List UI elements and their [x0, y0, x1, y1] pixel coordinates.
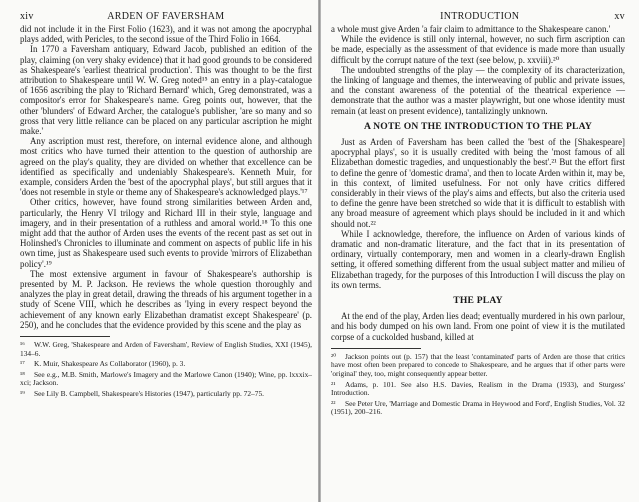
right-footnotes — [331, 353, 625, 417]
paragraph: The most extensive argument in favour of Shakespeare's authorship is presented by M. P. Jackson. He reviews the whole question thoroughly and analyzes the play in great detail, drawing the threads of his argument together in a study of Scene VIII, which he describes as 'lying in every respect beyond the achievement of any known early Elizabethan dramatist except Shakespeare' (p. 250), and he concludes that the evidence provided by this scene and the play as — [20, 268, 312, 330]
paragraph: did not include it in the First Folio (1623), and it was not among the apocryphal plays added, with Pericles, to the second issue of the Third Folio in 1664. — [20, 24, 312, 45]
left-running-head — [20, 10, 312, 24]
footnote: ¹⁷ K. Muir, Shakespeare As Collaborator (1960), p. 3. — [20, 359, 186, 369]
footnote: ¹⁹ See Lily B. Campbell, Shakespeare's Histories (1947), particularly pp. 72–75. — [20, 389, 264, 399]
footnote: ²² See Peter Ure, 'Marriage and Domestic Drama in Heywood and Ford', English Studies, Vol. 32 (1951), 200–216. — [331, 398, 625, 417]
footnote: ²¹ Adams, p. 101. See also H.S. Davies, Realism in the Drama (1933), and Sturgess' Introduction. — [331, 379, 625, 398]
footnote: ¹⁸ See e.g., M.B. Smith, Marlowe's Imagery and the Marlowe Canon (1940); Wine, pp. lxxxix–xci; Jackson. — [20, 369, 312, 388]
left-page — [0, 0, 318, 502]
left-header-title: ARDEN OF FAVERSHAM — [107, 11, 225, 22]
right-header-title: INTRODUCTION — [440, 11, 520, 22]
left-body-text — [20, 24, 312, 330]
left-footnotes — [20, 341, 312, 399]
paragraph: a whole must give Arden 'a fair claim to admittance to the Shakespeare canon.' — [331, 24, 611, 34]
section-heading: A NOTE ON THE INTRODUCTION TO THE PLAY — [363, 120, 593, 132]
right-page — [321, 0, 639, 502]
paragraph: While the evidence is still only internal, however, no such firm ascription can be made, especially as the assessment of that evidence is made more than usually difficult by the corrupt nature of the text (see below, p. xxviii).²⁰ — [331, 34, 625, 65]
paragraph: Any ascription must rest, therefore, on internal evidence alone, and although most critics who have turned their attention to the question of authorship are agreed on the play's quality, they are divided on whether that excellence can be identified as specifically and undeniably Shakespeare's. Kenneth Muir, for example, considers Arden the 'best of the apocryphal plays', but still argues that it 'does not resemble in style or theme any of Shakespeare's acknowledged plays.'¹⁷ — [20, 136, 312, 198]
footnote: ²⁰ Jackson points out (p. 157) that the least 'contaminated' parts of Arden are those that critics have most often been prepared to concede to Shakespeare, and he argues that if other parts were 'original' they, too, might consequently appear better. — [331, 351, 625, 379]
left-page-number: xiv — [20, 11, 34, 22]
paragraph: The undoubted strengths of the play — the complexity of its characterization, the linking of language and themes, the interweaving of public and private issues, and the constant awareness of the potential of the theatrical experience — demonstrate that the author was a master playwright, but one whose identity must remain (at least on present evidence), tantalizingly unknown. — [331, 64, 625, 116]
section-heading: THE PLAY — [453, 295, 503, 307]
right-body-text — [331, 24, 625, 342]
paragraph: Just as Arden of Faversham has been called the 'best of the [Shakespeare] apocryphal plays', so it is usually credited with being the 'most famous of all Elizabethan domestic tragedies, and unquestionably the best'.²¹ But the effort first to define the genre of 'domestic drama', and then to locate Arden within it, may be, in this context, of limited usefulness. For not only have critics differed considerably in their views of the play's aims and effects, but also the criteria used to define the genre have been stretched so wide that it is difficult to establish with any broad measure of agreement which plays should be included in it and which should not.²² — [331, 137, 625, 229]
footnote: ¹⁶ W.W. Greg, 'Shakespeare and Arden of Faversham', Review of English Studies, XXI (1945), 134–6. — [20, 340, 312, 358]
right-running-head — [331, 10, 625, 24]
footnote-rule — [20, 336, 110, 337]
paragraph: At the end of the play, Arden lies dead; eventually murdered in his own parlour, and his body dumped on his own land. From one point of view it is the mutilated corpse of a cuckolded husband, killed at — [331, 311, 625, 342]
paragraph: Other critics, however, have found strong similarities between Arden and, particularly, the Henry VI trilogy and Richard III in their style, language and imagery, and in their presentation of a ruthless and amoral world.¹⁸ To this one might add that the author of Arden uses the events of the recent past as set out in Holinshed's Chronicles to illuminate and comment on aspects of public life in his own time, just as Shakespeare used such events to provide 'mirrors of Elizabethan policy'.¹⁹ — [20, 197, 312, 269]
paragraph: While I acknowledge, therefore, the influence on Arden of various kinds of dramatic and non-dramatic literature, and the fact that in its presentation of ordinary, virtually contemporary, men and women in a clearly-drawn English setting, it offered something different from the usual subject matter and milieu of Elizabethan tragedy, for the purposes of this Introduction I will discuss the play on its own terms. — [331, 228, 625, 290]
paragraph: In 1770 a Faversham antiquary, Edward Jacob, published an edition of the play, claiming (on very shaky evidence) that it had good grounds to be considered as Shakespeare's 'earliest theatrical production'. This was thought to be the first attribution to Shakespeare until W. W. Greg noted¹⁵ an entry in a play-catalogue of 1656 ascribing the play to 'Richard Bernard' which, Greg demonstrated, was a compositor's error for Shakespeare's name. Greg points out, however, that the other 'blunders' of Edward Archer, the catalogue's publisher, 'are so many and so gross that very little reliance can be placed on any particular ascription he might make.' — [20, 44, 312, 137]
right-page-number: xv — [614, 11, 625, 22]
footnote-rule — [331, 348, 421, 349]
